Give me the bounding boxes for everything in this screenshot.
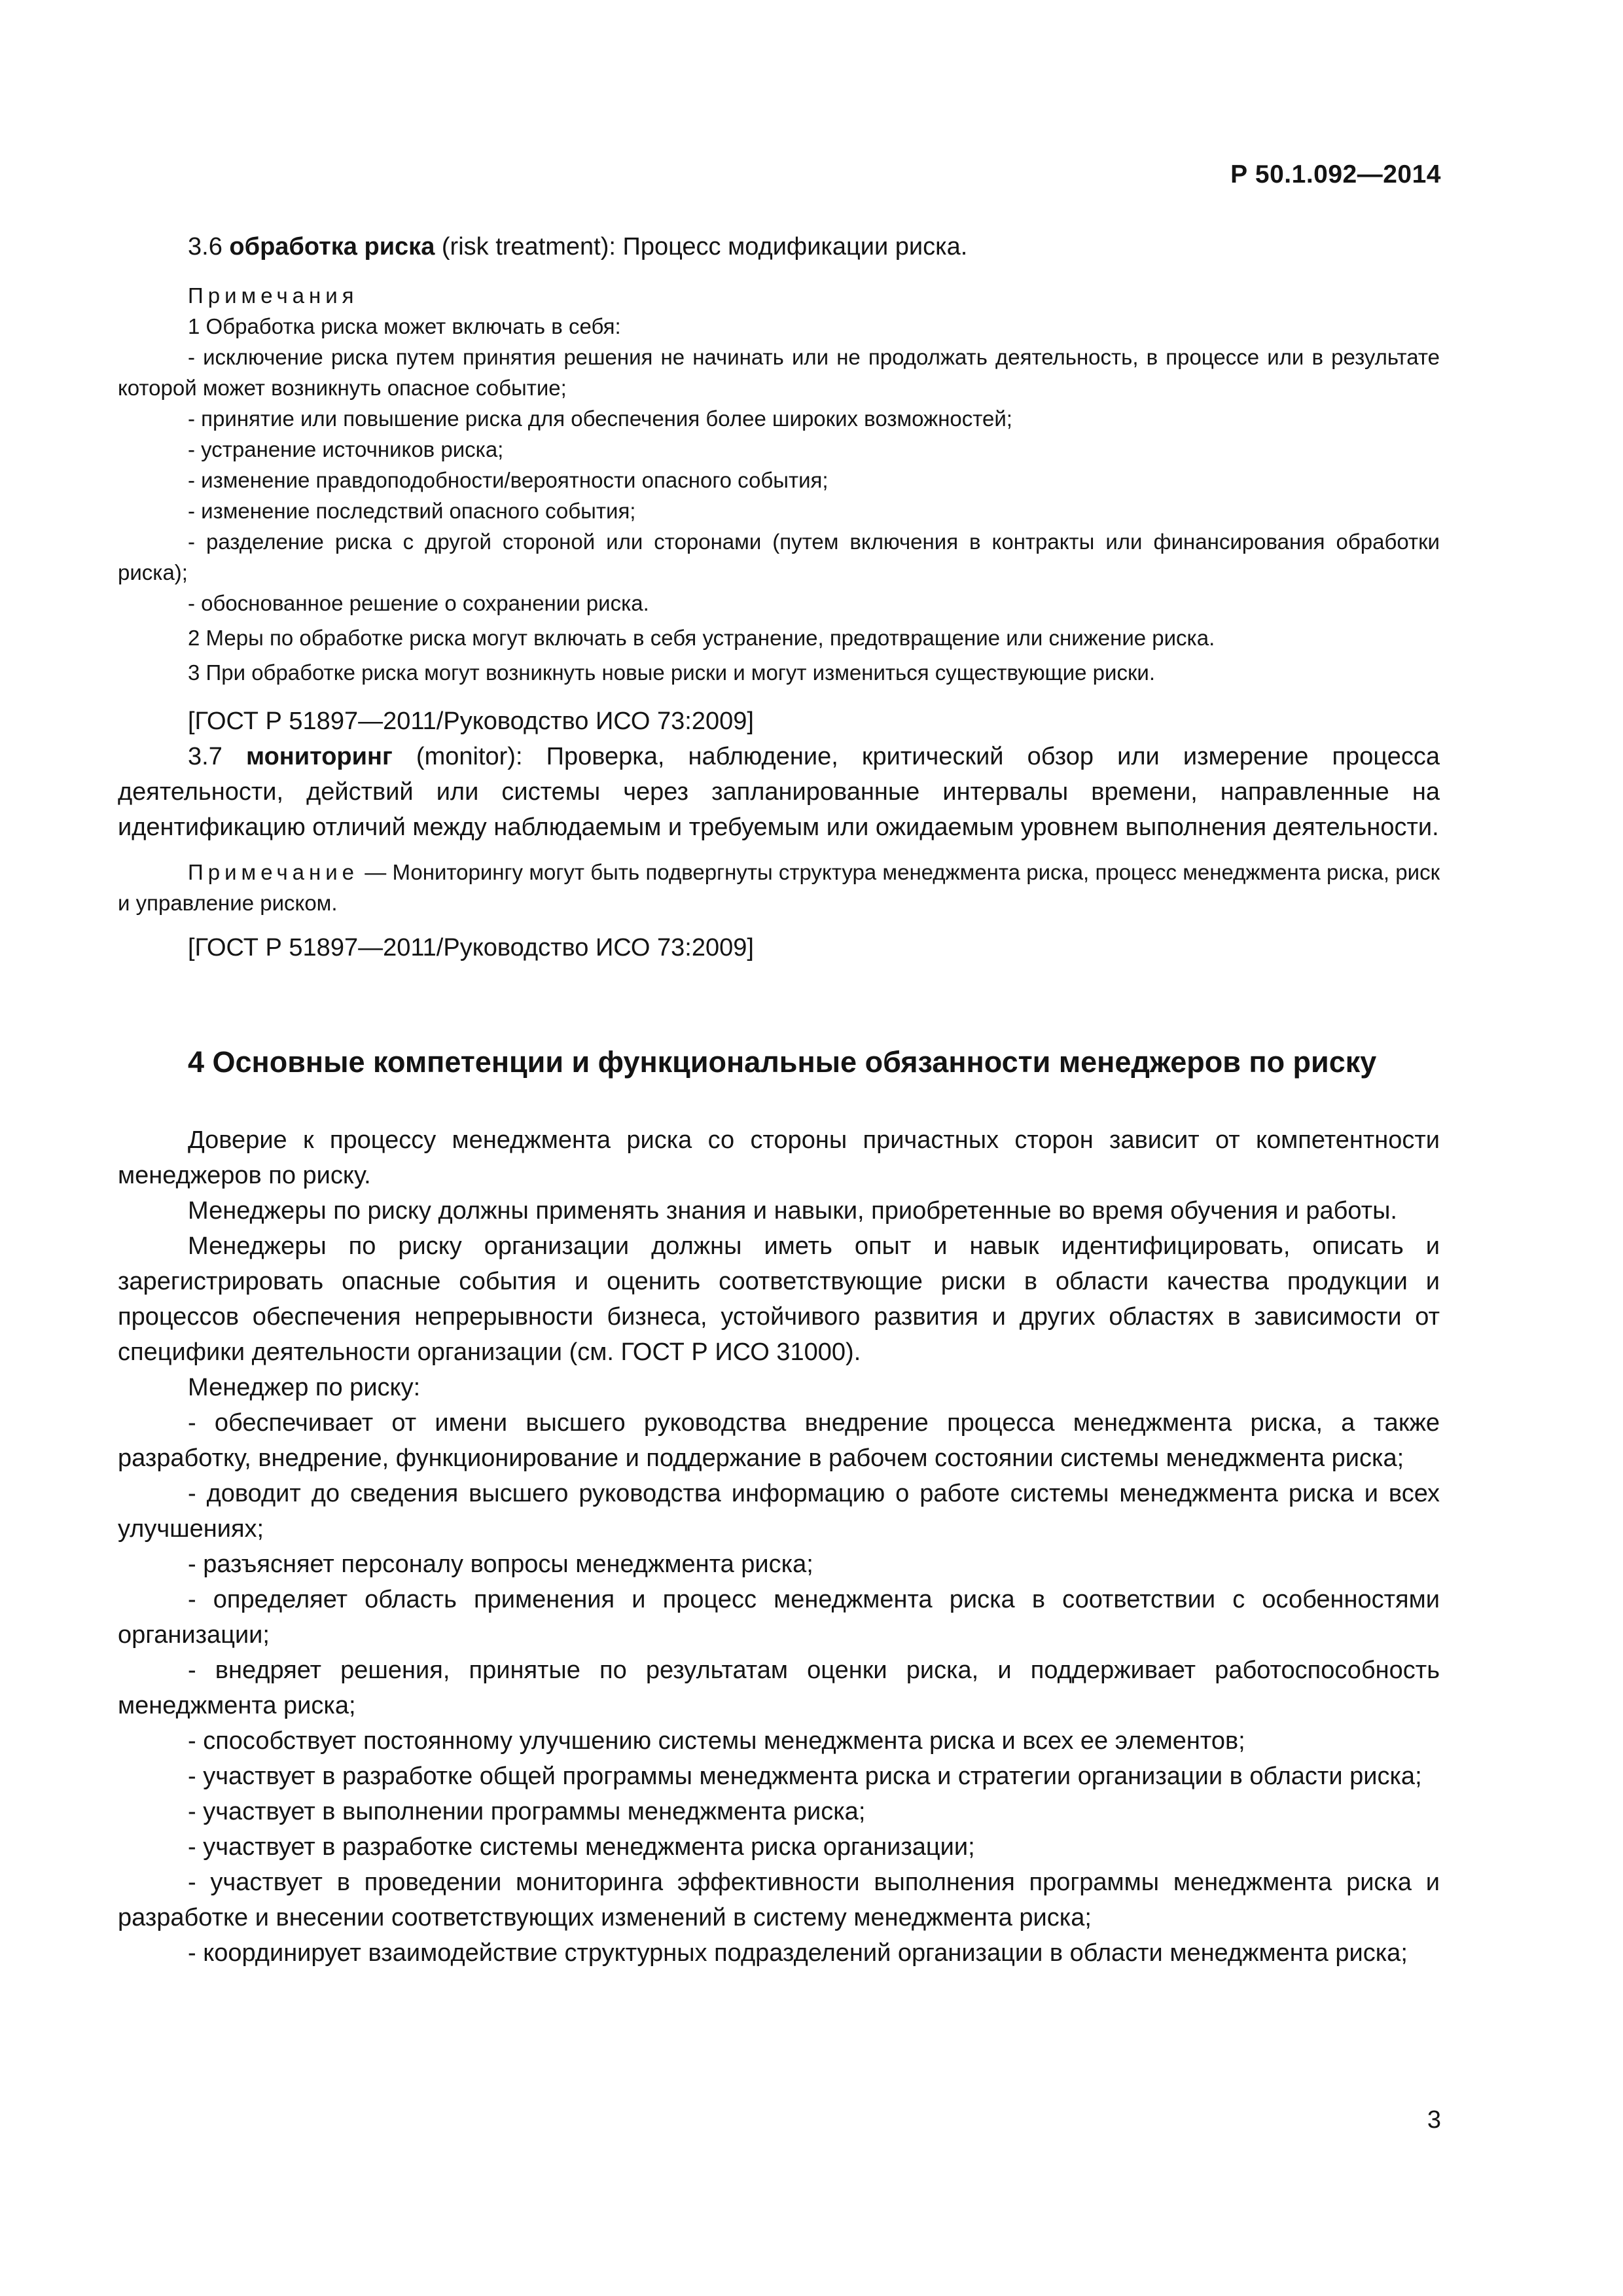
term-3-7	[118, 739, 1440, 845]
paragraph: Менеджер по риску:	[188, 1374, 421, 1401]
term-number: 3.6	[188, 233, 223, 260]
note-3: 3 При обработке риска могут возникнуть новые риски и могут измениться существующие риски.	[188, 660, 1156, 685]
note-1-item: - изменение правдоподобности/вероятности опасного события;	[188, 468, 829, 492]
list-item: - внедряет решения, принятые по результатам оценки риска, и поддерживает работоспособность менеджмента риска;	[118, 1657, 1440, 1719]
note-1-item: - исключение риска путем принятия решения не начинать или не продолжать деятельность, в процессе или в результате которой может возникнуть опасное событие;	[118, 345, 1440, 400]
list-item: - способствует постоянному улучшению системы менеджмента риска и всех ее элементов;	[188, 1727, 1245, 1755]
list-item: - координирует взаимодействие структурных подразделений организации в области менеджмента риска;	[188, 1939, 1408, 1967]
note-1-item: - устранение источников риска;	[188, 437, 504, 461]
page-number: 3	[1427, 2106, 1441, 2134]
note-1: 1 Обработка риска может включать в себя:	[188, 314, 621, 338]
note-label: Примечание	[188, 860, 359, 884]
list-item: - участвует в разработке общей программы менеджмента риска и стратегии организации в области риска;	[188, 1763, 1422, 1790]
term-definition: (monitor): Проверка, наблюдение, критический обзор или измерение процесса деятельности, действий или системы через запланированные интервалы времени, направленные на идентификацию отличий между наблюдаемым и требуемым или ожидаемым уровнем выполнения деятельности.	[118, 743, 1440, 841]
list-item: - обеспечивает от имени высшего руководства внедрение процесса менеджмента риска, а также разработку, внедрение, функционирование и поддержание в рабочем состоянии системы менеджмента риска;	[118, 1409, 1440, 1472]
list-item: - участвует в выполнении программы менеджмента риска;	[188, 1798, 866, 1825]
note-3-7	[118, 857, 1440, 918]
paragraph: Менеджеры по риску организации должны иметь опыт и навык идентифицировать, описать и зарегистрировать опасные события и оценить соответствующие риски в области качества продукции и процессов обеспечения непрерывности бизнеса, устойчивого развития и других областях в зависимости от специфики деятельности организации (см. ГОСТ Р ИСО 31000).	[118, 1232, 1440, 1366]
note-2: 2 Меры по обработке риска могут включать в себя устранение, предотвращение или снижение риска.	[188, 626, 1215, 650]
list-item: - участвует в проведении мониторинга эффективности выполнения программы менеджмента риска и разработке и внесении соответствующих изменений в систему менеджмента риска;	[118, 1869, 1440, 1931]
list-item: - разъясняет персоналу вопросы менеджмента риска;	[188, 1551, 813, 1578]
document-code: Р 50.1.092—2014	[1230, 160, 1441, 188]
paragraph: Доверие к процессу менеджмента риска со стороны причастных сторон зависит от компетентности менеджеров по риску.	[118, 1126, 1440, 1189]
source-reference: [ГОСТ Р 51897—2011/Руководство ИСО 73:2009]	[188, 708, 754, 735]
list-item: - определяет область применения и процесс менеджмента риска в соответствии с особенностями организации;	[118, 1586, 1440, 1649]
list-item: - доводит до сведения высшего руководства информацию о работе системы менеджмента риска и всех улучшениях;	[118, 1480, 1440, 1543]
note-text: — Мониторингу могут быть подвергнуты структура менеджмента риска, процесс менеджмента риска, риск и управление риском.	[118, 860, 1440, 915]
term-number: 3.7	[188, 743, 223, 770]
section-heading: 4 Основные компетенции и функциональные обязанности менеджеров по риску	[188, 1045, 1377, 1079]
note-1-item: - обоснованное решение о сохранении риска.	[188, 591, 649, 615]
term-definition: (risk treatment): Процесс модификации риска.	[441, 233, 968, 260]
note-1-item: - изменение последствий опасного события;	[188, 499, 636, 523]
source-reference: [ГОСТ Р 51897—2011/Руководство ИСО 73:2009]	[188, 934, 754, 961]
list-item: - участвует в разработке системы менеджмента риска организации;	[188, 1833, 975, 1861]
notes-title: Примечания	[188, 283, 359, 308]
term-title: обработка риска	[229, 233, 435, 260]
term-3-6	[118, 229, 1440, 264]
note-1-item: - принятие или повышение риска для обеспечения более широких возможностей;	[188, 406, 1012, 431]
term-title: мониторинг	[245, 743, 393, 770]
note-1-item: - разделение риска с другой стороной или сторонами (путем включения в контракты или финансирования обработки риска);	[118, 529, 1440, 584]
paragraph: Менеджеры по риску должны применять знания и навыки, приобретенные во время обучения и работы.	[188, 1197, 1397, 1225]
page-content	[118, 229, 1440, 1971]
